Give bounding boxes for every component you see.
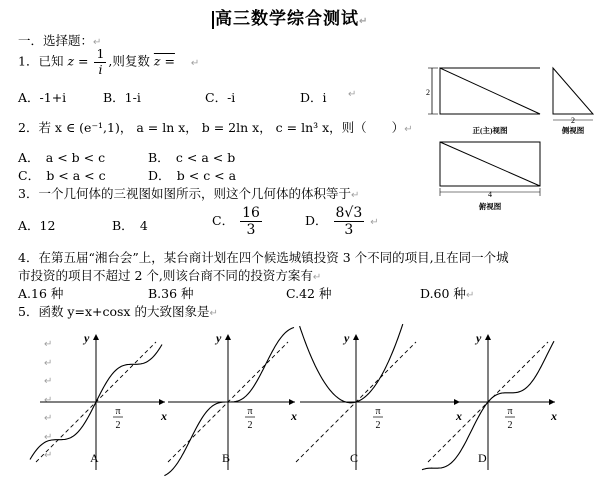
q2-option-c: C． b < a < c <box>18 168 106 183</box>
question-1: 1．已知 z = $\frac{1}{i}$ ,则复数 z = ↵ <box>18 46 200 77</box>
front-view-label: 正(主)视图 <box>472 126 508 135</box>
top-view-label: 俯视图 <box>478 202 502 211</box>
y-label-b: y <box>216 331 222 345</box>
pi-label-b: π <box>247 406 253 417</box>
pi-denominator-c: 2 <box>375 420 381 431</box>
panel-label-a: A <box>90 451 99 465</box>
pi-label-c: π <box>375 406 381 417</box>
side-view-label: 侧视图 <box>561 126 585 135</box>
q1-option-c: C．-i <box>205 90 236 105</box>
y-axis-arrow-b <box>225 334 231 340</box>
panel-label-d: D <box>478 451 487 465</box>
three-view-figure <box>418 62 598 214</box>
function-graphs <box>0 320 609 477</box>
y-label-a: y <box>84 331 90 345</box>
x-label-c: x <box>456 409 462 423</box>
q4-option-d: D.60 种↵ <box>420 286 475 301</box>
y-label-d: y <box>476 331 482 345</box>
q2-option-a: A． a < b < c <box>18 150 106 165</box>
pi-denominator-d: 2 <box>507 420 513 431</box>
q3-option-a: A．12 <box>18 218 56 233</box>
return-mark: ↵ <box>348 89 357 100</box>
x-label-a: x <box>161 409 167 423</box>
q3-option-c: C． $\frac{16}{3}$ <box>212 205 260 238</box>
x-axis-arrow-b <box>289 399 295 405</box>
y-axis-arrow-a <box>93 334 99 340</box>
front-view <box>440 68 540 114</box>
section-heading: 一．选择题：↵ <box>18 33 102 48</box>
q1-option-d: D．i <box>300 90 327 105</box>
q3-option-d: D． $\frac{8√3}{3}$ ↵ <box>305 205 379 238</box>
question-5: 5．函数 y=x+cosx 的大致图象是↵ <box>18 304 218 319</box>
question-3: 3．一个几何体的三视图如图所示，则这个几何体的体积等于↵ <box>18 186 360 201</box>
top-width-dim: 4 <box>488 190 492 199</box>
y-axis-arrow-c <box>353 334 359 340</box>
curve-c <box>300 324 403 403</box>
x-label-d: x <box>551 409 557 423</box>
front-height-dim: 2 <box>426 88 430 97</box>
pi-denominator-a: 2 <box>115 420 121 431</box>
panel-label-b: B <box>222 451 231 465</box>
q4-option-a: A.16 种 <box>18 286 64 301</box>
top-view <box>440 142 540 186</box>
q1-option-b: B．1-i <box>103 90 141 105</box>
side-width-dim: 2 <box>571 116 575 125</box>
y-label-c: y <box>344 331 350 345</box>
q4-option-c: C.42 种 <box>286 286 332 301</box>
x-axis-arrow-d <box>549 399 555 405</box>
q4-option-b: B.36 种 <box>148 286 194 301</box>
q1-option-a: A．-1+i <box>18 90 67 105</box>
return-mark: ↵ ↵ ↵ ↵ ↵ ↵ ↵ <box>44 339 53 461</box>
pi-label-d: π <box>507 406 513 417</box>
question-2: 2．若 x ∈ (e⁻¹,1)， a = ln x， b = 2ln x， c = ln³ x，则（ ）↵ <box>18 120 413 135</box>
x-axis-arrow-a <box>159 399 165 405</box>
panel-label-c: C <box>350 451 359 465</box>
y-axis-arrow-d <box>485 334 491 340</box>
pi-denominator-b: 2 <box>247 420 253 431</box>
x-label-b: x <box>291 409 297 423</box>
q2-option-d: D． b < c < a <box>148 168 237 183</box>
pi-label-a: π <box>115 406 121 417</box>
question-4-line-1: 4．在第五届“湘台会”上，某台商计划在四个候选城镇投资 3 个不同的项目,且在同一个城 <box>18 250 509 265</box>
q2-option-b: B． c < a < b <box>148 150 236 165</box>
question-4-line-2: 市投资的项目不超过 2 个,则该台商不同的投资方案有↵ <box>18 268 322 283</box>
page-title: 高三数学综合测试↵ <box>212 4 368 29</box>
q3-option-b: B． 4 <box>112 218 148 233</box>
side-view <box>553 68 593 114</box>
